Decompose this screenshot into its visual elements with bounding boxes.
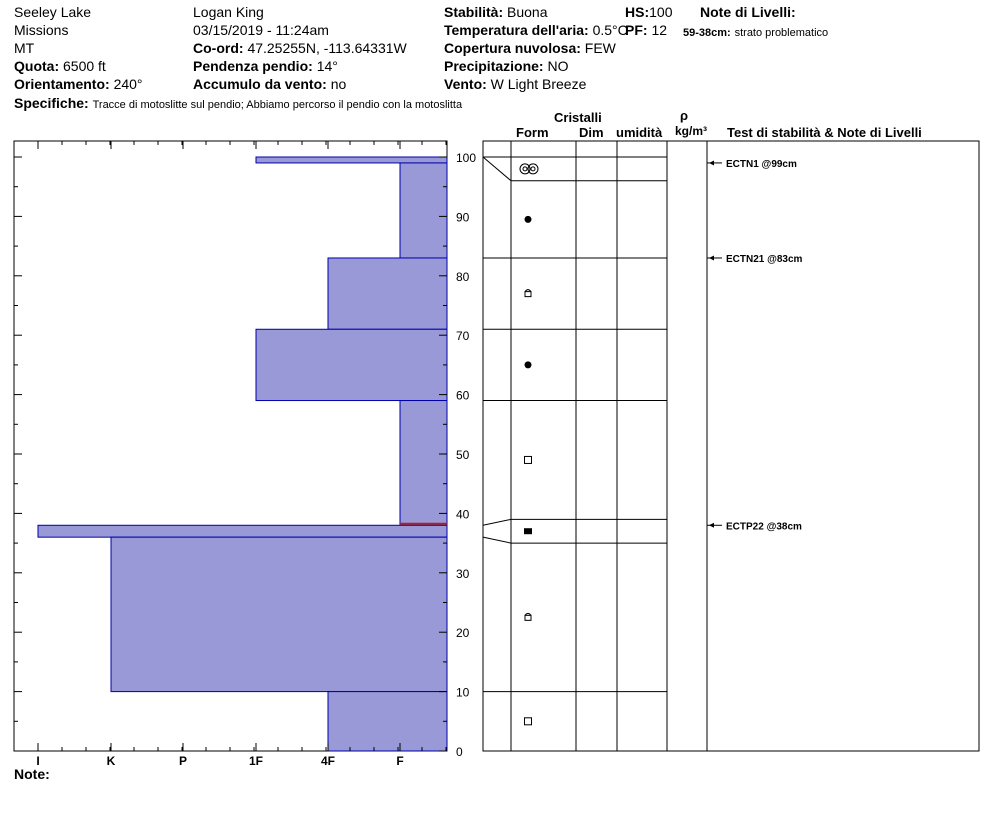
solid-facet-icon xyxy=(524,528,532,534)
x-tick-label: 1F xyxy=(248,754,264,768)
coord-label: Co-ord: xyxy=(193,40,244,56)
precip-particle-icon xyxy=(525,361,532,368)
elevation-value: 6500 ft xyxy=(63,58,106,74)
state: MT xyxy=(14,40,35,56)
hs-label: HS: xyxy=(625,4,650,20)
hardness-bar xyxy=(400,163,447,258)
elevation-label: Quota: xyxy=(14,58,60,74)
tests-header: Test di stabilità & Note di Livelli xyxy=(727,125,922,140)
form-header: Form xyxy=(516,125,549,140)
datetime: 03/15/2019 - 11:24am xyxy=(193,22,329,38)
stability-test-label: ECTP22 @38cm xyxy=(726,521,802,533)
specifics-label: Specifiche: xyxy=(14,95,89,111)
y-tick-label: 40 xyxy=(456,507,470,522)
airtemp-value: 0.5°C xyxy=(592,22,628,38)
y-tick-label: 90 xyxy=(456,210,470,225)
windload-value: no xyxy=(330,76,347,92)
stability-test-label: ECTN21 @83cm xyxy=(726,253,803,265)
wind-label: Vento: xyxy=(444,76,487,92)
hardness-bar xyxy=(256,329,447,400)
x-tick-label: 4F xyxy=(320,754,336,768)
hardness-bar xyxy=(256,157,447,163)
hardness-bar xyxy=(328,258,447,329)
x-tick-label: K xyxy=(106,754,116,768)
y-tick-label: 30 xyxy=(456,566,470,581)
x-tick-label: F xyxy=(396,754,404,768)
moisture-header: umidità xyxy=(616,125,663,140)
hardness-bar xyxy=(111,537,447,691)
layer-note-depth: 59-38cm: xyxy=(683,27,731,39)
wind-value: W Light Breeze xyxy=(490,76,587,92)
crystal-table-frame xyxy=(483,141,979,751)
layer-notes-label: Note di Livelli: xyxy=(700,4,796,20)
cloud-value: FEW xyxy=(584,40,616,56)
location: Seeley Lake xyxy=(14,4,92,20)
rho-header: ρ xyxy=(680,108,689,123)
note-label: Note: xyxy=(14,766,50,782)
range: Missions xyxy=(14,22,69,38)
x-tick-label: I xyxy=(36,754,40,768)
size-header: Dim xyxy=(579,125,604,140)
y-tick-label: 10 xyxy=(456,685,470,700)
y-tick-label: 80 xyxy=(456,269,470,284)
observer: Logan King xyxy=(193,4,264,20)
stability-test-label: ECTN1 @99cm xyxy=(726,158,797,170)
precip-label: Precipitazione: xyxy=(444,58,544,74)
y-tick-label: 100 xyxy=(456,151,477,165)
precip-value: NO xyxy=(547,58,569,74)
y-tick-label: 60 xyxy=(456,388,470,403)
y-tick-label: 0 xyxy=(456,745,463,759)
stability-label: Stabilità: xyxy=(444,4,504,20)
coord-value: 47.25255N, -113.64331W xyxy=(247,40,407,56)
pf-label: PF: xyxy=(625,22,648,38)
hardness-bar xyxy=(328,692,447,751)
precip-particle-icon xyxy=(525,216,532,223)
aspect-label: Orientamento: xyxy=(14,76,110,92)
windload-label: Accumulo da vento: xyxy=(193,76,327,92)
aspect-value: 240° xyxy=(113,76,143,92)
pf-value: 12 xyxy=(651,22,668,38)
slope-value: 14° xyxy=(316,58,338,74)
slope-label: Pendenza pendio: xyxy=(193,58,313,74)
cloud-label: Copertura nuvolosa: xyxy=(444,40,581,56)
x-tick-label: P xyxy=(178,754,188,768)
hs-value: 100 xyxy=(649,4,673,20)
density-unit-header: kg/m³ xyxy=(675,124,708,138)
stability-value: Buona xyxy=(507,4,548,20)
airtemp-label: Temperatura dell'aria: xyxy=(444,22,589,38)
y-tick-label: 20 xyxy=(456,626,470,641)
hardness-bar xyxy=(38,525,447,537)
y-tick-label: 70 xyxy=(456,329,470,344)
crystals-header: Cristalli xyxy=(554,110,602,125)
hardness-bar xyxy=(400,401,447,526)
specifics-value: Tracce di motoslitte sul pendio; Abbiamo percorso il pendio con la motoslitta xyxy=(92,99,463,111)
y-tick-label: 50 xyxy=(456,448,470,462)
layer-note-text: strato problematico xyxy=(734,27,829,39)
